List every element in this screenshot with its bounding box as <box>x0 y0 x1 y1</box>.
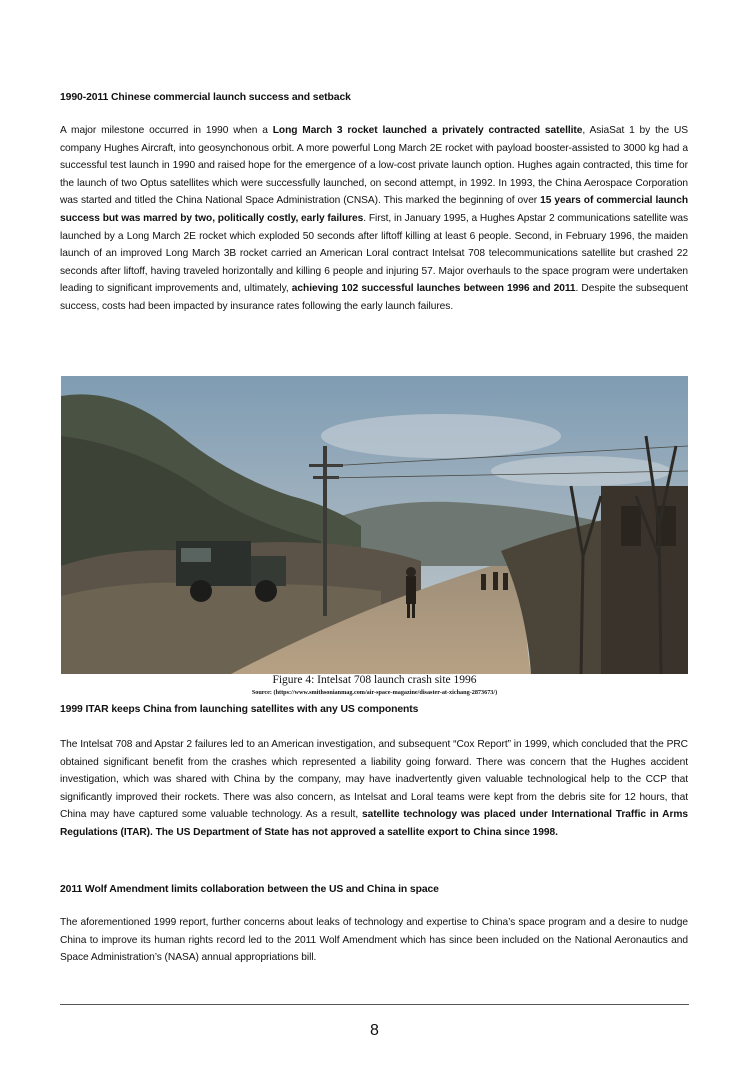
crash-site-illustration <box>61 376 688 674</box>
text-run: . First, in January 1995, a Hughes Apstar 2 communications satellite was launched by a Long March 2E rocket which exploded 50 seconds after liftoff killing at least 6 people. Second, in February 1996, the maiden launch of an improved Long March 3B rocket carried an American Loral contract Intelsat 708 telecommunications satellite but crashed 22 seconds after liftoff, having traveled horizontally and killing 6 people and injuring 57. Major overhauls to the space program were undertaken leading to significant improvements and, ultimately, <box>60 212 688 295</box>
bold-run: achieving 102 successful launches between 1996 and 2011 <box>291 283 576 295</box>
paragraph-itar <box>60 736 688 842</box>
section-heading-launch-success: 1990-2011 Chinese commercial launch success and setback <box>60 92 351 103</box>
text-run: . Despite the subsequent success, costs had been impacted by insurance rates following the early launch failures. <box>60 283 688 312</box>
text-run: A major milestone occurred in 1990 when a <box>60 125 273 136</box>
bold-run: satellite technology was placed under International Traffic in Arms Regulations (ITAR). The US Department of State has not approved a satellite export to China since 1998. <box>60 809 688 838</box>
paragraph-launch-history <box>60 122 688 316</box>
figure-source: Source: (https://www.smithsonianmag.com/air-space-magazine/disaster-at-xichang-2873673/) <box>251 689 498 696</box>
footer-divider <box>60 1004 689 1005</box>
text-run: , AsiaSat 1 by the US company Hughes Aircraft, into geosynchonous orbit. A more powerful Long March 2E rocket with payload booster-assisted to 3000 kg had a successful test launch in 1990 and raised hope for the emergence of a low-cost private launch option. Hughes again contracted, this time for the launch of two Optus satellites which were successfully launched, on second attempt, in 1992. In 1993, the China Aerospace Corporation was started and titled the China National Space Administration (CNSA). This marked the beginning of over <box>60 125 688 207</box>
bold-run: Long March 3 rocket launched a privately contracted satellite <box>272 125 583 136</box>
text-run: The Intelsat 708 and Apstar 2 failures led to an American investigation, and subsequent “Cox Report” in 1999, which concluded that the PRC obtained significant benefit from the crashes which represented a liability going forward. There was concern that the Hughes accident investigation, which was shared with China by the company, may have inadvertently given valuable technological help to the CCP that significantly improved their rockets. There was also concern, as Intelsat and Loral teams were kept from the debris site for 12 hours, that China may have captured some valuable technology. As a result, <box>60 739 688 821</box>
paragraph-wolf-amendment: The aforementioned 1999 report, further concerns about leaks of technology and expertise to China’s space program and a desire to nudge China to improve its human rights record led to the 2011 Wolf Amendment which has since been included on the National Aeronautics and Space Administration’s (NASA) annual appropriations bill. <box>60 917 688 964</box>
figure-caption: Figure 4: Intelsat 708 launch crash site 1996 <box>272 674 477 686</box>
section-heading-itar: 1999 ITAR keeps China from launching satellites with any US components <box>60 704 419 715</box>
page-number: 8 <box>370 1022 379 1039</box>
bold-run: 15 years of commercial launch success but was marred by two, politically costly, early failures <box>60 195 689 224</box>
section-heading-wolf-amendment: 2011 Wolf Amendment limits collaboration between the US and China in space <box>60 884 439 895</box>
crash-site-photo <box>61 376 688 674</box>
